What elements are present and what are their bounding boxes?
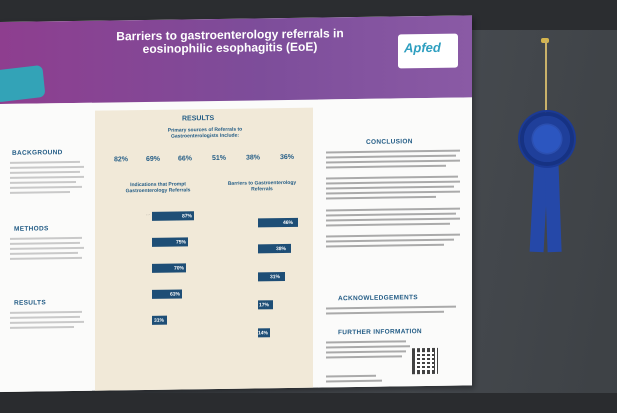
text-line [326, 244, 444, 248]
text-line [326, 155, 456, 159]
text-line [10, 242, 80, 245]
text-line [10, 176, 84, 179]
text-line [326, 208, 460, 212]
text-line [326, 186, 454, 190]
text-line [10, 321, 84, 324]
barrier-value-1: 46% [283, 219, 294, 227]
text-line [326, 213, 456, 217]
text-line [10, 257, 82, 260]
results-heading-left: RESULTS [14, 299, 46, 307]
primary-value-2: 69% [146, 155, 161, 163]
text-line [10, 252, 78, 255]
text-line [10, 161, 80, 164]
text-line [10, 186, 82, 189]
indication-value-2: 75% [176, 239, 187, 246]
primary-value-6: 36% [280, 153, 295, 162]
background-heading: BACKGROUND [12, 149, 63, 157]
ribbon-tail-right [544, 160, 561, 252]
primary-referrals-heading: Primary sources of Referrals to Gastroenterologists Include: [167, 126, 243, 140]
text-line [326, 223, 450, 227]
barriers-heading: Barriers to Gastroenterology Referrals [227, 179, 297, 193]
text-line [326, 196, 436, 200]
indication-label: ··· [146, 211, 150, 217]
text-line [326, 345, 410, 348]
text-line [10, 247, 84, 250]
text-line [326, 239, 454, 243]
text-line [326, 165, 446, 169]
indication-value-1: 87% [182, 213, 193, 220]
text-line [10, 326, 74, 329]
results-heading: RESULTS [182, 115, 215, 123]
barrier-value-5: 14% [258, 330, 269, 337]
primary-value-4: 51% [212, 154, 227, 163]
text-line [326, 375, 376, 378]
text-line [326, 160, 460, 164]
text-line [10, 316, 80, 319]
board-bottom-edge [0, 393, 617, 413]
barrier-value-3: 31% [270, 274, 281, 281]
research-poster [0, 15, 472, 392]
teal-badge [0, 65, 46, 103]
text-line [326, 176, 458, 180]
text-line [326, 340, 406, 343]
right-column [318, 97, 472, 392]
text-line [10, 191, 70, 194]
text-line [326, 355, 402, 358]
text-line [326, 234, 460, 238]
indications-heading: Indications that Prompt Gastroenterology Referrals [125, 181, 191, 195]
indication-value-5: 31% [154, 317, 165, 324]
text-line [326, 218, 460, 222]
barrier-value-4: 17% [259, 302, 270, 309]
rosette-center [533, 125, 561, 153]
barrier-value-2: 38% [276, 246, 287, 253]
indication-value-3: 70% [174, 265, 185, 272]
text-line [326, 380, 382, 383]
text-line [10, 237, 82, 240]
text-line [10, 181, 76, 184]
primary-value-5: 38% [246, 154, 261, 162]
barrier-bar-2 [258, 244, 291, 253]
apfed-logo: Apfed [404, 39, 441, 56]
text-line [10, 166, 84, 169]
indication-value-4: 63% [170, 291, 181, 298]
acknowledgements-heading: ACKNOWLEDGEMENTS [338, 294, 418, 303]
text-line [10, 311, 82, 314]
text-line [326, 311, 444, 315]
qr-code-pattern [416, 352, 434, 370]
conclusion-heading: CONCLUSION [366, 138, 413, 146]
text-line [326, 181, 460, 185]
text-line [10, 171, 80, 174]
text-line [326, 150, 460, 154]
text-line [326, 350, 406, 353]
primary-value-3: 66% [178, 155, 193, 163]
poster-title: Barriers to gastroenterology referrals in eosinophilic esophagitis (EoE) [116, 26, 344, 57]
left-column [0, 103, 92, 392]
methods-heading: METHODS [14, 225, 49, 233]
text-line [326, 306, 456, 310]
text-line [326, 191, 460, 195]
further-info-heading: FURTHER INFORMATION [338, 328, 422, 337]
primary-value-1: 82% [114, 156, 129, 164]
